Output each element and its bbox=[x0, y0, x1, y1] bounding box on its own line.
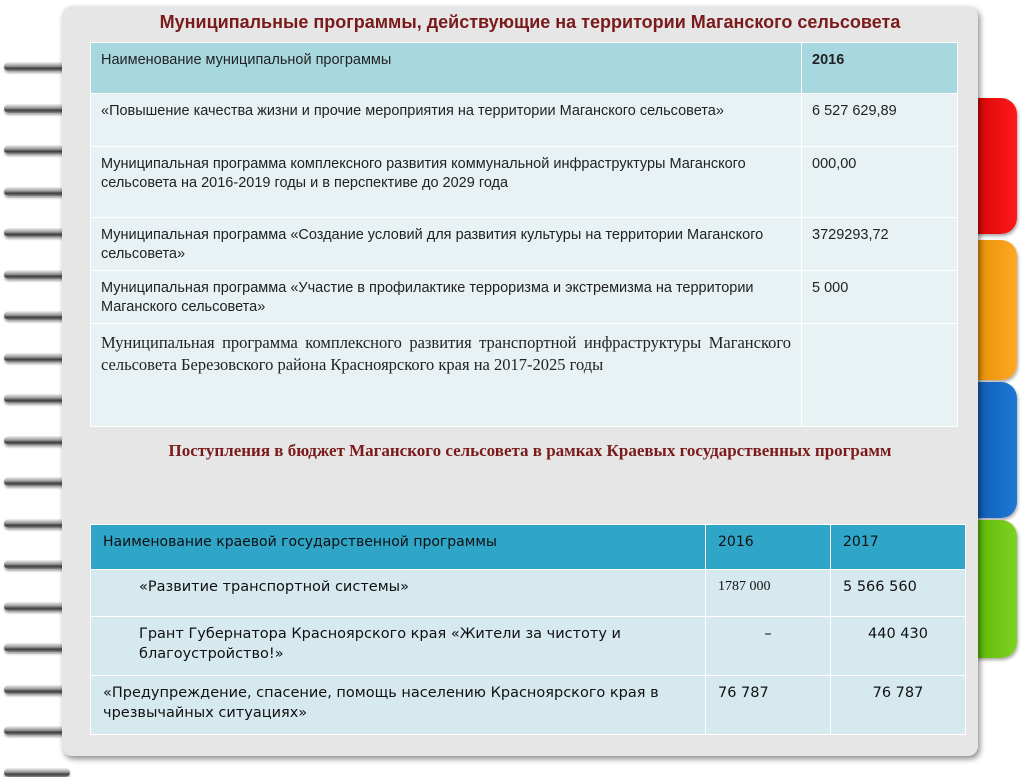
regional-program-name: Грант Губернатора Красноярского края «Жители за чистоту и благоустройство!» bbox=[91, 617, 706, 676]
regional-amount-2017: 5 566 560 bbox=[831, 570, 966, 617]
spiral-ring bbox=[4, 145, 70, 154]
spiral-ring bbox=[4, 726, 70, 735]
regional-amount-2016: 1787 000 bbox=[706, 570, 831, 617]
spiral-ring bbox=[4, 768, 70, 777]
spiral-ring bbox=[4, 602, 70, 611]
header-year-2017: 2017 bbox=[831, 525, 966, 570]
header-program-name: Наименование муниципальной программы bbox=[91, 43, 802, 94]
spiral-ring bbox=[4, 62, 70, 71]
page-title: Муниципальные программы, действующие на территории Маганского сельсовета bbox=[159, 12, 901, 32]
spiral-ring bbox=[4, 311, 70, 320]
program-name: Муниципальная программа комплексного развития коммунальной инфраструктуры Маганского сельсовета на 2016-2019 годы и в перспективе до 2029 года bbox=[91, 147, 802, 218]
spiral-ring bbox=[4, 353, 70, 362]
program-name: Муниципальная программа комплексного развития транспортной инфраструктуры Маганского сельсовета Березовского района Красноярского края на 2017-2025 годы bbox=[91, 324, 802, 427]
program-name: Муниципальная программа «Создание условий для развития культуры на территории Маганского сельсовета» bbox=[91, 218, 802, 271]
spiral-ring bbox=[4, 643, 70, 652]
spiral-ring bbox=[4, 187, 70, 196]
spiral-ring bbox=[4, 270, 70, 279]
header-year-2016: 2016 bbox=[802, 43, 958, 94]
spiral-ring bbox=[4, 477, 70, 486]
program-amount-2016: 6 527 629,89 bbox=[802, 94, 958, 147]
regional-program-name: «Развитие транспортной системы» bbox=[91, 570, 706, 617]
regional-amount-2017: 76 787 bbox=[831, 676, 966, 735]
regional-amount-2016: 76 787 bbox=[706, 676, 831, 735]
header-regional-program-name: Наименование краевой государственной программы bbox=[91, 525, 706, 570]
table-row bbox=[91, 676, 966, 735]
program-amount-2016: 3729293,72 bbox=[802, 218, 958, 271]
table-row bbox=[91, 570, 966, 617]
regional-programs-table bbox=[90, 524, 966, 735]
table-header-row bbox=[91, 525, 966, 570]
program-amount-2016: 000,00 bbox=[802, 147, 958, 218]
table-row bbox=[91, 218, 958, 271]
spiral-ring bbox=[4, 560, 70, 569]
table-row bbox=[91, 617, 966, 676]
table-header-row bbox=[91, 43, 958, 94]
table-row bbox=[91, 271, 958, 324]
section-subtitle: Поступления в бюджет Маганского сельсовета в рамках Краевых государственных программ bbox=[168, 441, 892, 460]
spiral-ring bbox=[4, 228, 70, 237]
spiral-ring bbox=[4, 685, 70, 694]
municipal-programs-table bbox=[90, 42, 958, 427]
regional-program-name: «Предупреждение, спасение, помощь населению Красноярского края в чрезвычайных ситуациях» bbox=[91, 676, 706, 735]
regional-amount-2017: 440 430 bbox=[831, 617, 966, 676]
spiral-ring bbox=[4, 104, 70, 113]
program-amount-2016 bbox=[802, 324, 958, 427]
spiral-ring bbox=[4, 519, 70, 528]
spiral-ring bbox=[4, 394, 70, 403]
program-amount-2016: 5 000 bbox=[802, 271, 958, 324]
regional-amount-2016: – bbox=[706, 617, 831, 676]
table-row bbox=[91, 324, 958, 427]
program-name: «Повышение качества жизни и прочие мероприятия на территории Маганского сельсовета» bbox=[91, 94, 802, 147]
table-row bbox=[91, 94, 958, 147]
spiral-ring bbox=[4, 436, 70, 445]
header-year-2016: 2016 bbox=[706, 525, 831, 570]
program-name: Муниципальная программа «Участие в профилактике терроризма и экстремизма на территории Маганского сельсовета» bbox=[91, 271, 802, 324]
table-row bbox=[91, 147, 958, 218]
